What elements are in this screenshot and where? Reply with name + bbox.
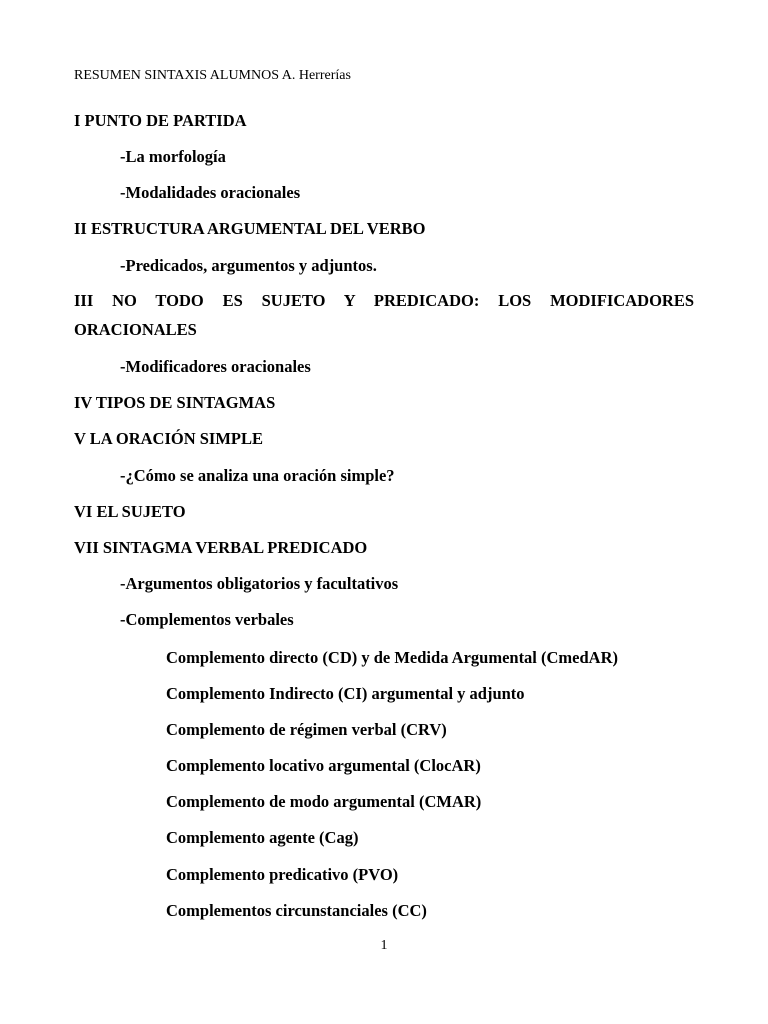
list-item: Complemento directo (CD) y de Medida Argumental (CmedAR) [166,648,619,667]
subsection-argumentos: -Argumentos obligatorios y facultativos [120,574,399,593]
list-item: Complemento de régimen verbal (CRV) [166,720,447,739]
document-header: RESUMEN SINTAXIS ALUMNOS A. Herrerías [74,68,351,83]
list-item: Complementos circunstanciales (CC) [166,901,427,920]
subsection-como-analizar: -¿Cómo se analiza una oración simple? [120,466,395,485]
section-heading-6: VI EL SUJETO [74,502,186,521]
list-item: Complemento agente (Cag) [166,828,359,847]
list-item: Complemento locativo argumental (ClocAR) [166,756,481,775]
subsection-modalidades: -Modalidades oracionales [120,183,301,202]
list-item: Complemento predicativo (PVO) [166,865,399,884]
page-number: 1 [380,938,388,953]
list-item: Complemento Indirecto (CI) argumental y adjunto [166,684,525,703]
subsection-complementos-verbales: -Complementos verbales [120,610,294,629]
section-heading-3-line-2: ORACIONALES [74,320,197,339]
section-heading-3-line-1: III NO TODO ES SUJETO Y PREDICADO: LOS MODIFICADORES [74,291,694,310]
subsection-predicados: -Predicados, argumentos y adjuntos. [120,256,377,275]
subsection-modificadores: -Modificadores oracionales [120,357,311,376]
section-heading-2: II ESTRUCTURA ARGUMENTAL DEL VERBO [74,219,426,238]
section-heading-1: I PUNTO DE PARTIDA [74,111,247,130]
section-heading-4: IV TIPOS DE SINTAGMAS [74,393,276,412]
list-item: Complemento de modo argumental (CMAR) [166,792,482,811]
section-heading-7: VII SINTAGMA VERBAL PREDICADO [74,538,368,557]
section-heading-5: V LA ORACIÓN SIMPLE [74,429,264,448]
subsection-morfologia: -La morfología [120,147,226,166]
